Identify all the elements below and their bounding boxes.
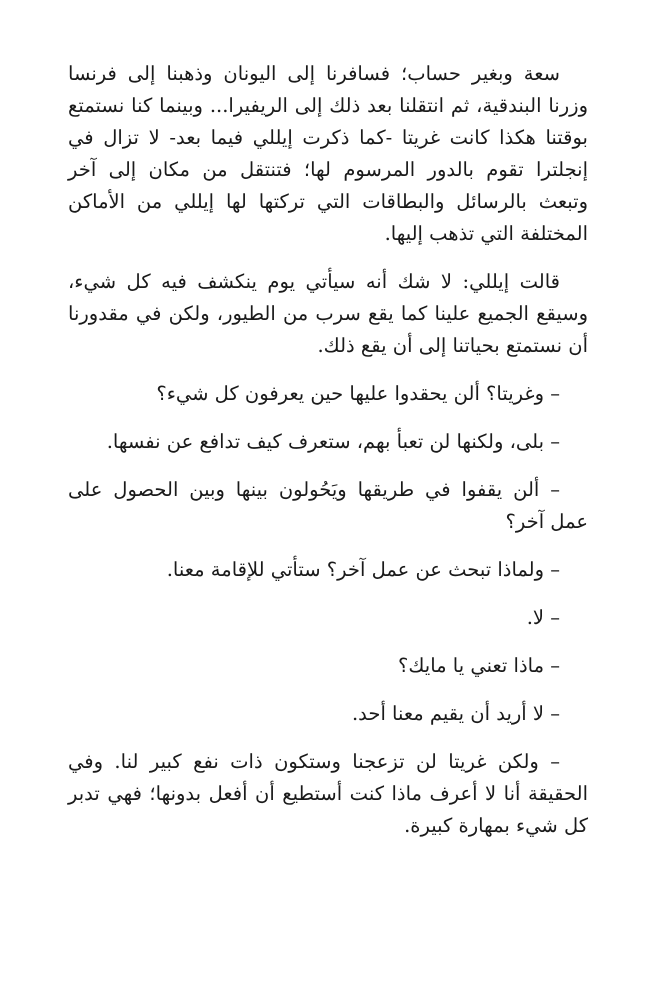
- dialogue-line-6: – ماذا تعني يا مايك؟: [398, 654, 560, 677]
- dialogue-line-1: – وغريتا؟ ألن يحقدوا عليها حين يعرفون كل شيء؟: [156, 382, 560, 405]
- paragraph-1: سعة وبغير حساب؛ فسافرنا إلى اليونان وذهبنا إلى فرنسا وزرنا البندقية، ثم انتقلنا بعد ذلك إلى الريفيرا... وبينما كنا نستمتع بوقتنا هكذا كانت غريتا -كما ذكرت إيللي فيما بعد- لا تزال في إنجلترا تقوم بالدور المرسوم لها؛ فتنتقل من مكان إلى آخر وتبعث بالرسائل والبطاقات التي تركتها لها إيللي من الأماكن المختلفة التي تذهب إليها.: [68, 62, 588, 245]
- book-page-text: [68, 58, 588, 842]
- dialogue-line-3: – ألن يقفوا في طريقها ويَحُولون بينها وبين الحصول على عمل آخر؟: [68, 478, 588, 533]
- dialogue-line-5: – لا.: [526, 606, 560, 629]
- dialogue-line-2: – بلى، ولكنها لن تعبأ بهم، ستعرف كيف تدافع عن نفسها.: [106, 430, 560, 453]
- dialogue-line-8: – ولكن غريتا لن تزعجنا وستكون ذات نفع كبير لنا. وفي الحقيقة أنا لا أعرف ماذا كنت أستطيع أن أفعل بدونها؛ فهي تدبر كل شيء بمهارة كبيرة.: [68, 750, 588, 837]
- dialogue-line-4: – ولماذا تبحث عن عمل آخر؟ ستأتي للإقامة معنا.: [166, 558, 560, 581]
- paragraph-2: قالت إيللي: لا شك أنه سيأتي يوم ينكشف فيه كل شيء، وسيقع الجميع علينا كما يقع سرب من الطيور، ولكن في مقدورنا أن نستمتع بحياتنا إلى أن يقع ذلك.: [68, 270, 588, 357]
- dialogue-line-7: – لا أريد أن يقيم معنا أحد.: [351, 702, 560, 725]
